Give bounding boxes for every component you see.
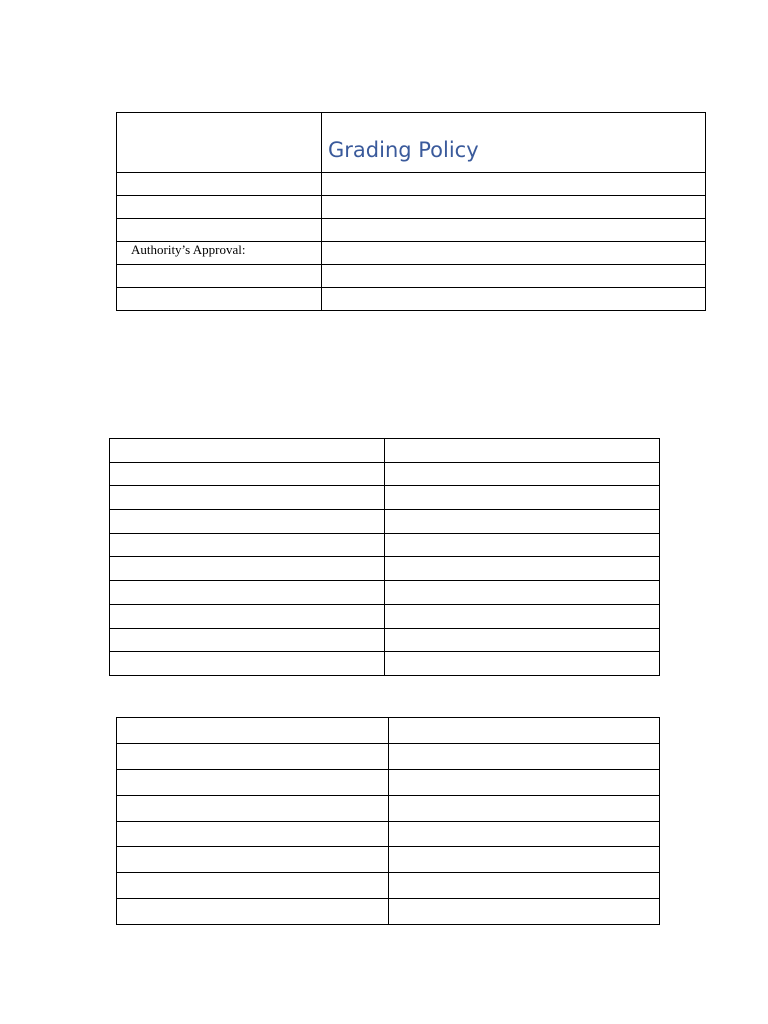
table-cell xyxy=(389,795,660,821)
header-row xyxy=(117,219,706,242)
header-cell xyxy=(322,288,706,311)
table-cell xyxy=(117,847,389,873)
table-row xyxy=(117,899,660,925)
table-cell xyxy=(117,899,389,925)
table-cell xyxy=(385,557,660,581)
table-cell xyxy=(385,439,660,463)
table-cell xyxy=(385,628,660,652)
header-cell xyxy=(322,173,706,196)
header-row xyxy=(117,265,706,288)
table-cell xyxy=(110,652,385,676)
header-cell xyxy=(117,219,322,242)
header-cell xyxy=(117,265,322,288)
table-cell xyxy=(389,899,660,925)
table-cell xyxy=(117,743,389,769)
table-row xyxy=(110,604,660,628)
table-row xyxy=(117,769,660,795)
table-row xyxy=(117,821,660,847)
table-cell xyxy=(385,462,660,486)
table-cell xyxy=(385,581,660,605)
table-row xyxy=(117,743,660,769)
table-cell xyxy=(389,718,660,744)
table-row xyxy=(110,533,660,557)
header-cell xyxy=(322,265,706,288)
table-row xyxy=(110,557,660,581)
table-cell xyxy=(385,533,660,557)
table-cell xyxy=(385,652,660,676)
header-cell xyxy=(117,288,322,311)
table-cell xyxy=(117,769,389,795)
table-cell xyxy=(117,718,389,744)
table-cell xyxy=(110,486,385,510)
table-cell xyxy=(110,581,385,605)
header-cell xyxy=(322,219,706,242)
table-cell xyxy=(385,604,660,628)
table-cell xyxy=(110,533,385,557)
table-row xyxy=(110,581,660,605)
document-title: Grading Policy xyxy=(328,137,479,162)
table-row xyxy=(117,873,660,899)
table-cell xyxy=(389,743,660,769)
table-row xyxy=(117,847,660,873)
table-row xyxy=(117,795,660,821)
table-cell xyxy=(110,557,385,581)
table-cell xyxy=(110,439,385,463)
header-row xyxy=(117,196,706,219)
second-table xyxy=(109,438,660,676)
title-row xyxy=(117,113,706,173)
table-row xyxy=(110,462,660,486)
table-row xyxy=(110,439,660,463)
header-cell xyxy=(322,196,706,219)
table-cell xyxy=(117,795,389,821)
title-cell xyxy=(322,113,706,173)
table-row xyxy=(117,718,660,744)
approval-label: Authority’s Approval: xyxy=(131,242,246,257)
table-row xyxy=(110,510,660,534)
header-cell xyxy=(117,196,322,219)
table-cell xyxy=(389,873,660,899)
table-cell xyxy=(385,510,660,534)
table-cell xyxy=(110,628,385,652)
table-cell xyxy=(117,821,389,847)
table-row xyxy=(110,628,660,652)
table-cell xyxy=(385,486,660,510)
header-cell-empty xyxy=(117,113,322,173)
approval-label-cell xyxy=(117,242,322,265)
approval-value-cell xyxy=(322,242,706,265)
header-row xyxy=(117,288,706,311)
approval-row xyxy=(117,242,706,265)
table-cell xyxy=(110,604,385,628)
table-cell xyxy=(389,821,660,847)
table-cell xyxy=(110,462,385,486)
table-row xyxy=(110,486,660,510)
header-row xyxy=(117,173,706,196)
table-cell xyxy=(389,847,660,873)
table-cell xyxy=(117,873,389,899)
table-cell xyxy=(110,510,385,534)
document-header-table xyxy=(116,112,706,311)
table-cell xyxy=(389,769,660,795)
table-row xyxy=(110,652,660,676)
third-table xyxy=(116,717,660,925)
header-cell xyxy=(117,173,322,196)
